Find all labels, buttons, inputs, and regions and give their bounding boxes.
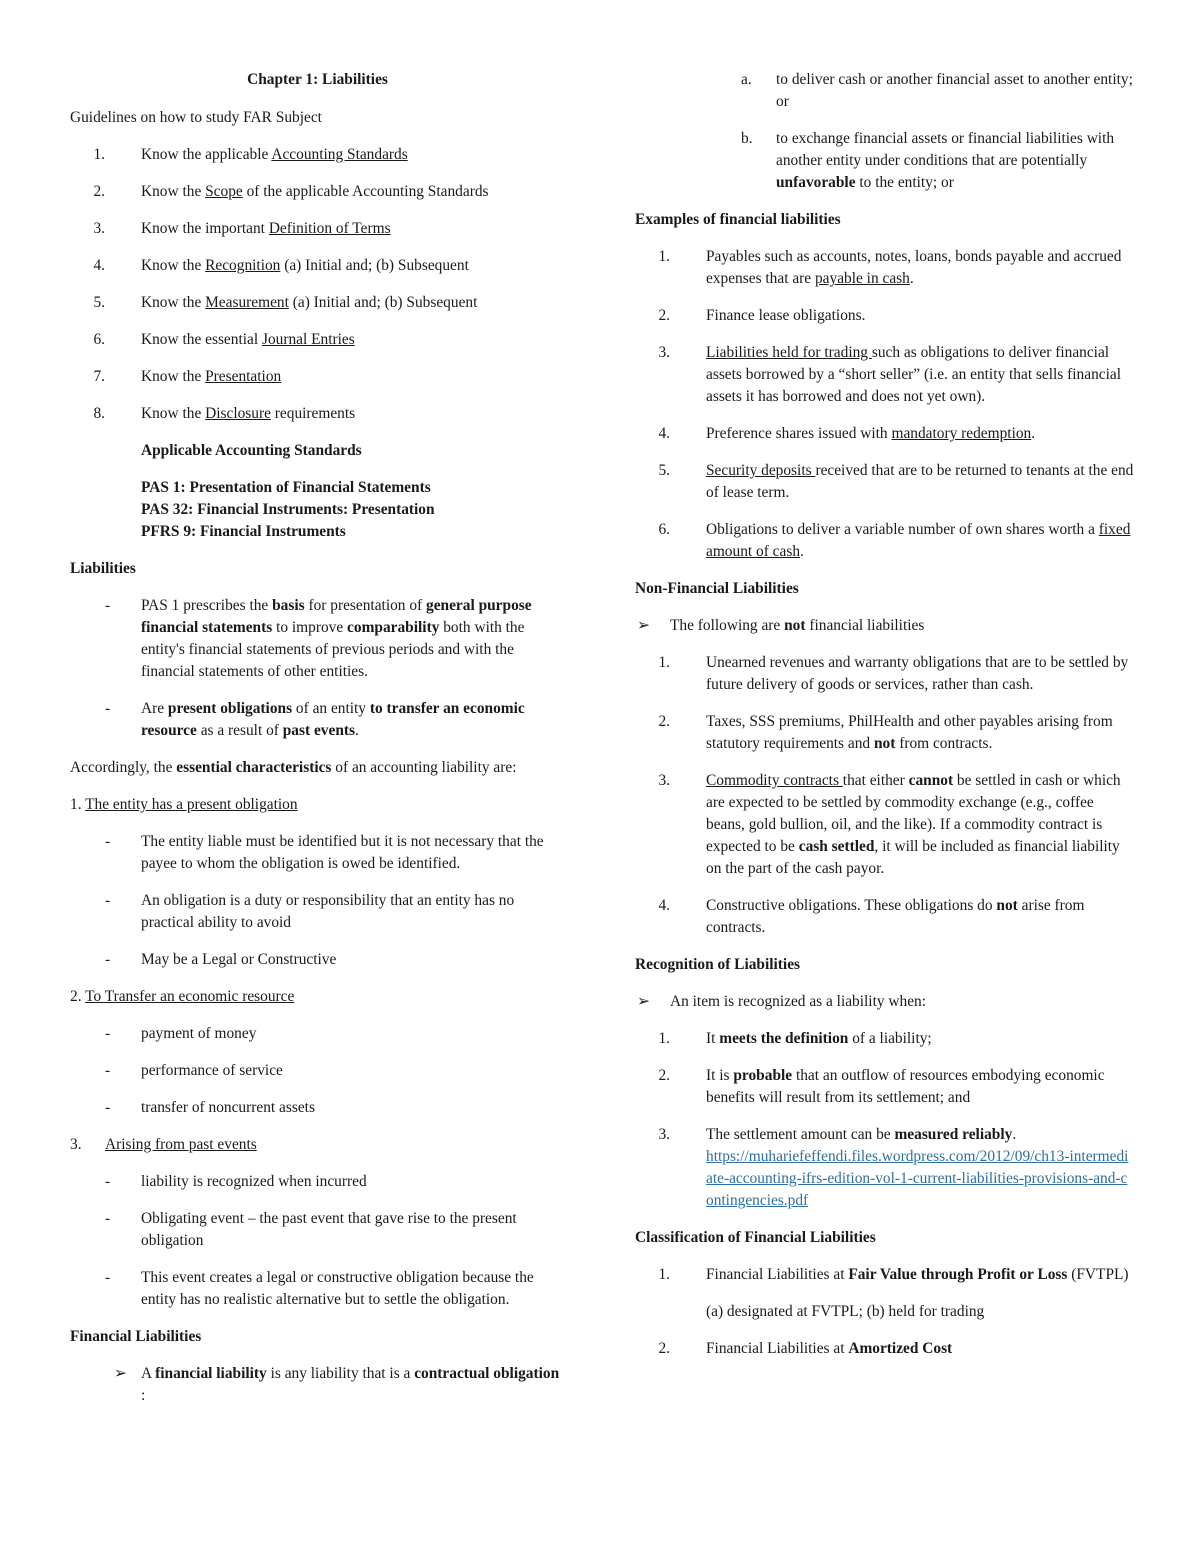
standards-list [70, 477, 565, 543]
left-column [70, 69, 565, 1422]
characteristic-1: 1. The entity has a present obligation [70, 796, 298, 813]
list-item: 4. Preference shares issued with mandatory redemption. [658, 425, 1036, 442]
list-item: 3. Know the important Definition of Terms [93, 220, 391, 237]
list-item: 8. Know the Disclosure requirements [93, 405, 356, 422]
list-item: 1. Financial Liabilities at Fair Value through Profit or Loss (FVTPL) (a) designated at FVTPL; (b) held for trading [635, 1264, 1135, 1323]
list-item: - Obligating event – the past event that gave rise to the present obligation [105, 1210, 517, 1249]
list-item: 3. The settlement amount can be measured reliably. https://muhariefeffendi.files.wordpress.com/2012/09/ch13-intermediate-accounting-ifrs-edition-vol-1-current-liabilities-provisions-and-contingencies.pdf [658, 1126, 1129, 1209]
arrow-bullet-icon: ➢ [114, 1365, 127, 1382]
standard-item: PAS 32: Financial Instruments: Presentation [141, 501, 435, 518]
list-item: - liability is recognized when incurred [105, 1173, 367, 1190]
list-item: 5. Security deposits received that are to be returned to tenants at the end of lease term. [658, 462, 1134, 501]
chapter-title: Chapter 1: Liabilities [247, 71, 388, 88]
list-item: 2. Financial Liabilities at Amortized Cost [658, 1340, 953, 1357]
list-item: 1. Unearned revenues and warranty obligations that are to be settled by future delivery of goods or services, rather than cash. [658, 654, 1129, 693]
list-item: 5. Know the Measurement (a) Initial and; (b) Subsequent [93, 294, 478, 311]
list-item: 4. Know the Recognition (a) Initial and; (b) Subsequent [93, 257, 469, 274]
classification-heading: Classification of Financial Liabilities [635, 1229, 876, 1246]
arrow-bullet-icon: ➢ [637, 993, 650, 1010]
characteristic-3: 3. Arising from past events [70, 1136, 257, 1153]
list-item: ➢ The following are not financial liabilities [635, 615, 1135, 637]
list-item: - May be a Legal or Constructive [105, 951, 337, 968]
list-item: 1. Know the applicable Accounting Standards [93, 146, 408, 163]
list-item: 1. It meets the definition of a liability; [658, 1030, 932, 1047]
right-column [635, 69, 1135, 1375]
examples-heading: Examples of financial liabilities [635, 211, 841, 228]
recognition-heading: Recognition of Liabilities [635, 956, 801, 973]
standards-heading: Applicable Accounting Standards [141, 442, 362, 459]
list-item: - The entity liable must be identified but it is not necessary that the payee to whom the obligation is owed be identified. [105, 833, 544, 872]
arrow-bullet-icon: ➢ [637, 617, 650, 634]
list-item: - transfer of noncurrent assets [105, 1099, 315, 1116]
list-item: - An obligation is a duty or responsibility that an entity has no practical ability to avoid [105, 892, 515, 931]
list-item: 6. Obligations to deliver a variable number of own shares worth a fixed amount of cash. [658, 521, 1131, 560]
list-item: 1. Payables such as accounts, notes, loans, bonds payable and accrued expenses that are payable in cash. [658, 248, 1122, 287]
classification-subitem: (a) designated at FVTPL; (b) held for trading [706, 1303, 985, 1320]
list-item: a. to deliver cash or another financial asset to another entity; or [741, 71, 1133, 110]
list-item: - PAS 1 prescribes the basis for presentation of general purpose financial statements to improve comparability both with the entity's financial statements of previous periods and with the financial statements of other entities. [105, 597, 532, 680]
financial-liabilities-heading: Financial Liabilities [70, 1328, 202, 1345]
reference-link[interactable]: https://muhariefeffendi.files.wordpress.com/2012/09/ch13-intermediate-accounting-ifrs-edition-vol-1-current-liabilities-provisions-and-contingencies.pdf [706, 1148, 1129, 1209]
list-item: 7. Know the Presentation [93, 368, 282, 385]
list-item: b. to exchange financial assets or financial liabilities with another entity under conditions that are potentially unfavorable to the entity; or [741, 130, 1115, 191]
list-item: - performance of service [105, 1062, 283, 1079]
list-item: 2. Know the Scope of the applicable Accounting Standards [93, 183, 489, 200]
list-item: - payment of money [105, 1025, 257, 1042]
list-item: ➢ An item is recognized as a liability when: [635, 991, 1135, 1013]
list-item: 2. Finance lease obligations. [658, 307, 866, 324]
characteristic-2: 2. To Transfer an economic resource [70, 988, 295, 1005]
list-item: 2. Taxes, SSS premiums, PhilHealth and other payables arising from statutory requirements and not from contracts. [658, 713, 1113, 752]
list-item: 3. Commodity contracts that either cannot be settled in cash or which are expected to be settled by commodity exchange (e.g., coffee beans, gold bullion, oil, and the like). If a commodity contract is expected to be cash settled, it will be included as financial liability on the part of the cash payor. [658, 772, 1121, 877]
list-item: - This event creates a legal or constructive obligation because the entity has no realistic alternative but to settle the obligation. [105, 1269, 534, 1308]
guidelines-list [70, 144, 565, 425]
liabilities-heading: Liabilities [70, 560, 136, 577]
list-item: ➢ A financial liability is any liability that is a contractual obligation : [70, 1363, 565, 1407]
list-item: 4. Constructive obligations. These obligations do not arise from contracts. [658, 897, 1085, 936]
standard-item: PFRS 9: Financial Instruments [141, 523, 346, 540]
list-item: 2. It is probable that an outflow of resources embodying economic benefits will result from its settlement; and [658, 1067, 1105, 1106]
list-item: 6. Know the essential Journal Entries [93, 331, 355, 348]
essential-characteristics: Accordingly, the essential characteristics of an accounting liability are: [70, 759, 517, 776]
guidelines-intro: Guidelines on how to study FAR Subject [70, 109, 322, 126]
standard-item: PAS 1: Presentation of Financial Statements [141, 479, 431, 496]
non-financial-heading: Non-Financial Liabilities [635, 580, 799, 597]
list-item: 3. Liabilities held for trading such as obligations to deliver financial assets borrowed by a “short seller” (i.e. an entity that sells financial assets it has borrowed and does not yet own). [658, 344, 1121, 405]
list-item: - Are present obligations of an entity to transfer an economic resource as a result of past events. [105, 700, 525, 739]
